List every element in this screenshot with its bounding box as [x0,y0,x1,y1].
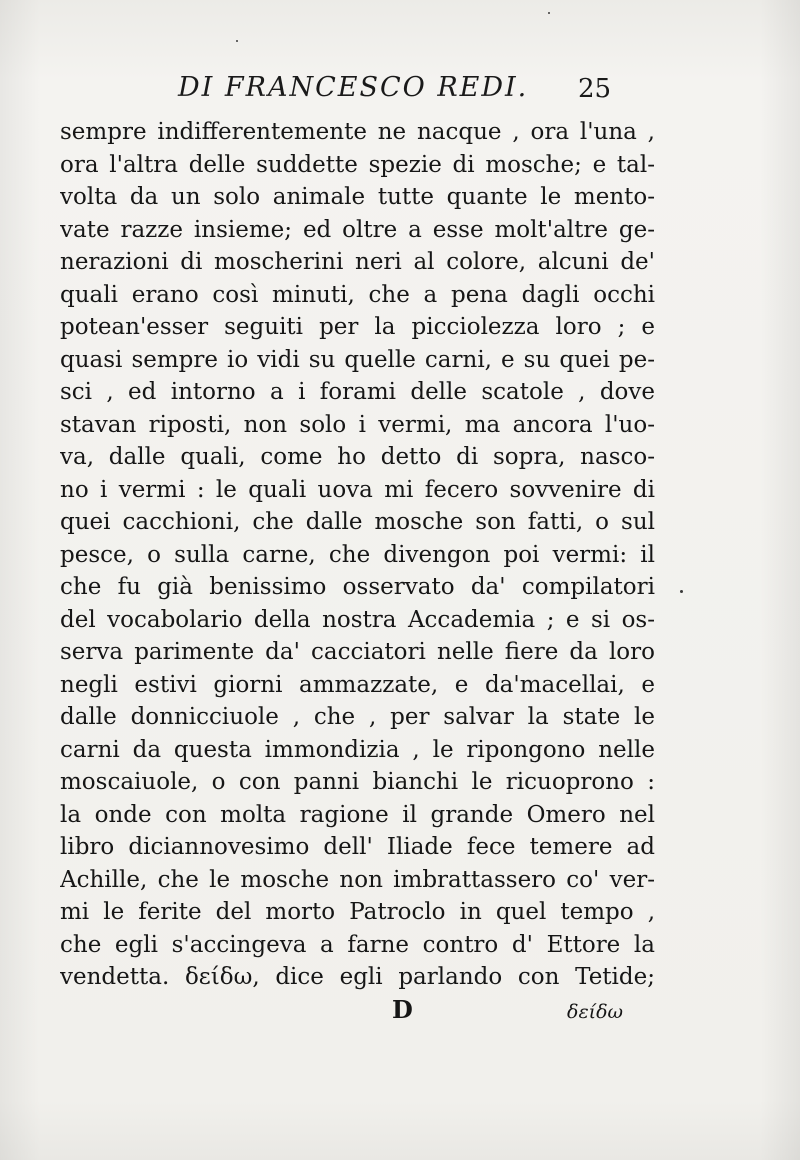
text-line: sci , ed intorno a i forami delle scatole , dove [60,379,655,405]
text-line: mi le ferite del morto Patroclo in quel tempo , [60,899,655,925]
text-line: libro diciannovesimo dell' Iliade fece temere ad [60,834,655,860]
text-line: dalle donnicciuole , che , per salvar la state le [60,704,655,730]
text-line: pesce, o sulla carne, che divengon poi vermi: il [60,541,655,568]
text-line: serva parimente da' cacciatori nelle fiere da loro [60,639,655,665]
text-line: che fu già benissimo osservato da' compilatori [60,574,655,600]
text-line: moscaiuole, o con panni bianchi le ricuoprono : [60,769,655,795]
catchword: δείδω [567,1001,624,1023]
text-line: nerazioni di moscherini neri al colore, alcuni de' [60,249,655,275]
text-line: sempre indifferentemente ne nacque , ora l'una , [60,119,655,145]
ink-speck [548,12,550,14]
text-line: del vocabolario della nostra Accademia ; e si os- [60,606,655,633]
ink-speck [680,590,683,593]
text-line: no i vermi : le quali uova mi fecero sovvenire di [60,476,655,503]
text-line: volta da un solo animale tutte quante le mento- [60,184,655,210]
text-line: negli estivi giorni ammazzate, e da'macellai, e [60,671,655,698]
running-head [0,72,800,112]
text-line: quasi sempre io vidi su quelle carni, e su quei pe- [60,346,655,373]
text-line: che egli s'accingeva a farne contro d' Ettore la [60,931,655,958]
signature-mark: D [392,995,413,1024]
text-line: va, dalle quali, come ho detto di sopra, nasco- [60,444,655,470]
text-line: ora l'altra delle suddette spezie di mosche; e tal- [60,151,655,178]
running-title: DI FRANCESCO REDI. [178,72,529,103]
ink-speck [236,40,238,42]
text-block [60,116,655,994]
text-line: Achille, che le mosche non imbrattassero co' ver- [60,866,655,893]
text-line: quali erano così minuti, che a pena dagli occhi [60,281,655,308]
text-line: potean'esser seguiti per la picciolezza loro ; e [60,314,655,340]
text-line: vate razze insieme; ed oltre a esse molt'altre ge- [60,216,655,243]
text-line: vendetta. δείδω, dice egli parlando con Tetide; [60,964,655,990]
page-footer [0,995,800,1035]
text-line: quei cacchioni, che dalle mosche son fatti, o sul [60,509,655,535]
text-line: carni da questa immondizia , le ripongono nelle [60,736,655,763]
page-number: 25 [578,74,612,104]
text-line: la onde con molta ragione il grande Omero nel [60,801,655,828]
text-line: stavan riposti, non solo i vermi, ma ancora l'uo- [60,411,655,438]
